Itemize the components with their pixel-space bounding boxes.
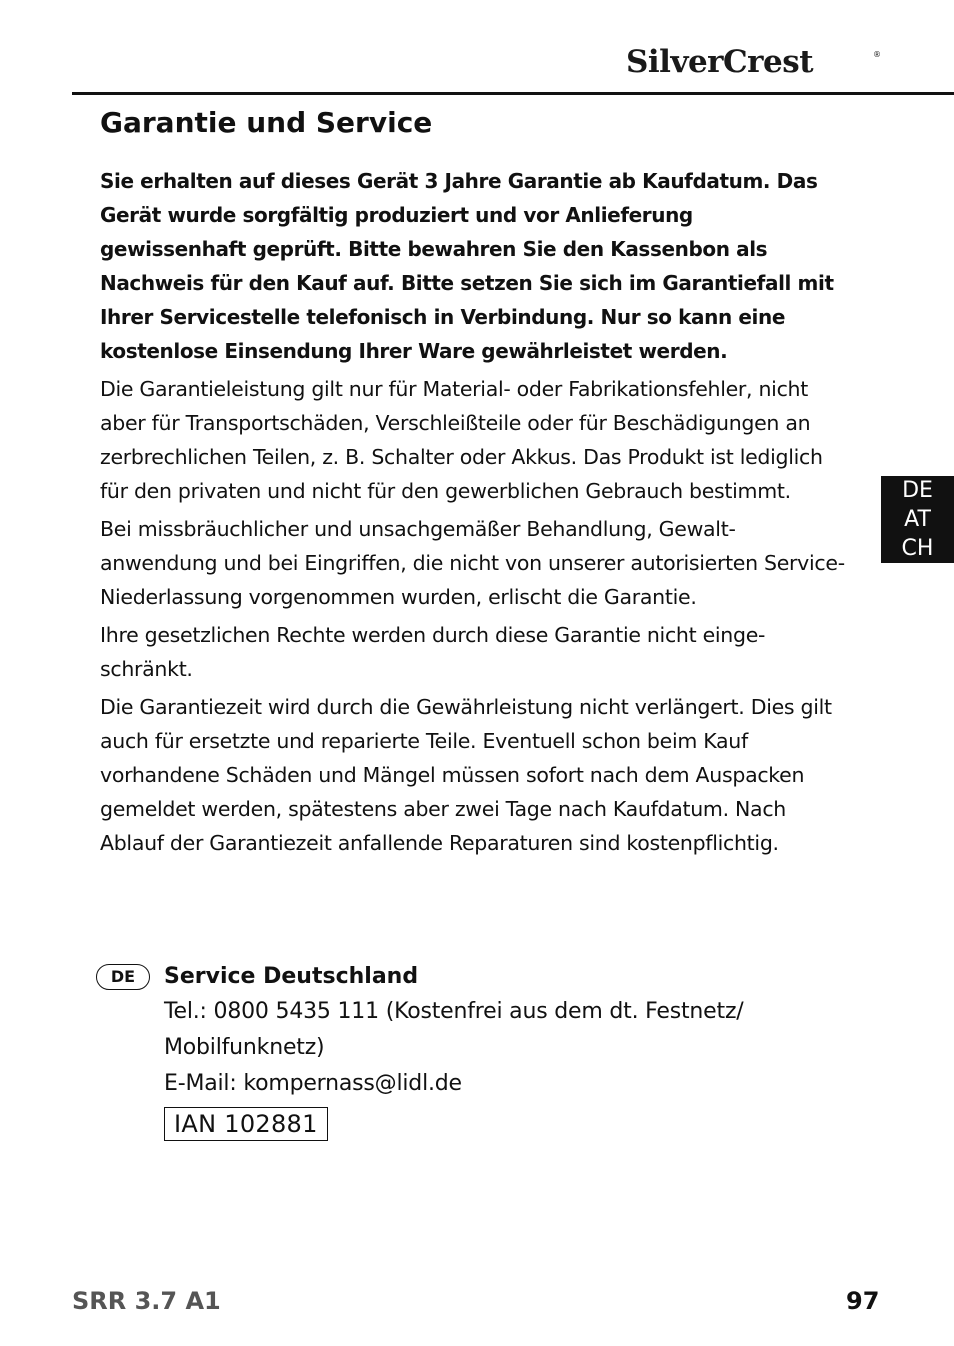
language-ch: CH: [901, 536, 934, 561]
warranty-text: [100, 164, 845, 864]
service-email: E-Mail: kompernass@lidl.de: [164, 1071, 462, 1096]
registered-mark: ®: [873, 50, 881, 59]
service-phone: Tel.: 0800 5435 111 (Kostenfrei aus dem dt. Festnetz/: [164, 999, 744, 1024]
country-badge: DE: [96, 964, 150, 990]
footer-page-number: 97: [846, 1287, 880, 1315]
legal-rights-paragraph: Ihre gesetzlichen Rechte werden durch diese Garantie nicht eingeschränkt.: [100, 623, 766, 681]
ian-number-box: IAN 102881: [164, 1107, 328, 1141]
header-divider: [72, 92, 954, 95]
warranty-period-paragraph: Die Garantiezeit wird durch die Gewährleistung nicht verlängert. Dies gilt auch für ersetzte und reparierte Teile. Eventuell schon beim Kauf vorhandene Schäden und Mängel müssen sofort nach dem Auspacken gemeldet werden, spätestens aber zwei Tage nach Kaufdatum. Nach Ablauf der Garantiezeit anfallende Reparaturen sind kostenpflichtig.: [100, 695, 832, 855]
language-de: DE: [902, 478, 933, 503]
brand-logo: SilverCrest: [626, 44, 814, 80]
service-title: Service Deutschland: [164, 964, 419, 989]
language-tab: [881, 476, 954, 563]
warranty-void-paragraph: Bei missbräuchlicher und unsachgemäßer Behandlung, Gewaltanwendung und bei Eingriffen, die nicht von unserer autorisierten Service-Niederlassung vorgenommen wurden, erlischt die Garantie.: [100, 517, 845, 609]
page-title: Garantie und Service: [100, 106, 433, 139]
service-details: [164, 960, 844, 1141]
warranty-coverage-paragraph: Die Garantieleistung gilt nur für Material- oder Fabrikationsfehler, nicht aber für Transportschäden, Verschleißteile oder für Beschädigungen an zerbrechlichen Teilen, z. B. Schalter oder Akkus. Das Produkt ist lediglich für den privaten und nicht für den gewerblichen Gebrauch bestimmt.: [100, 377, 823, 503]
service-phone-continued: Mobilfunknetz): [164, 1035, 325, 1060]
language-at: AT: [904, 507, 931, 532]
footer-model-number: SRR 3.7 A1: [72, 1287, 221, 1315]
warranty-intro-paragraph: Sie erhalten auf dieses Gerät 3 Jahre Garantie ab Kaufdatum. Das Gerät wurde sorgfältig produziert und vor Anlieferung gewissenhaft geprüft. Bitte bewahren Sie den Kassenbon als Nachweis für den Kauf auf. Bitte setzen Sie sich im Garantiefall mit Ihrer Servicestelle telefonisch in Verbindung. Nur so kann eine kostenlose Einsendung Ihrer Ware gewährleistet werden.: [100, 169, 834, 363]
